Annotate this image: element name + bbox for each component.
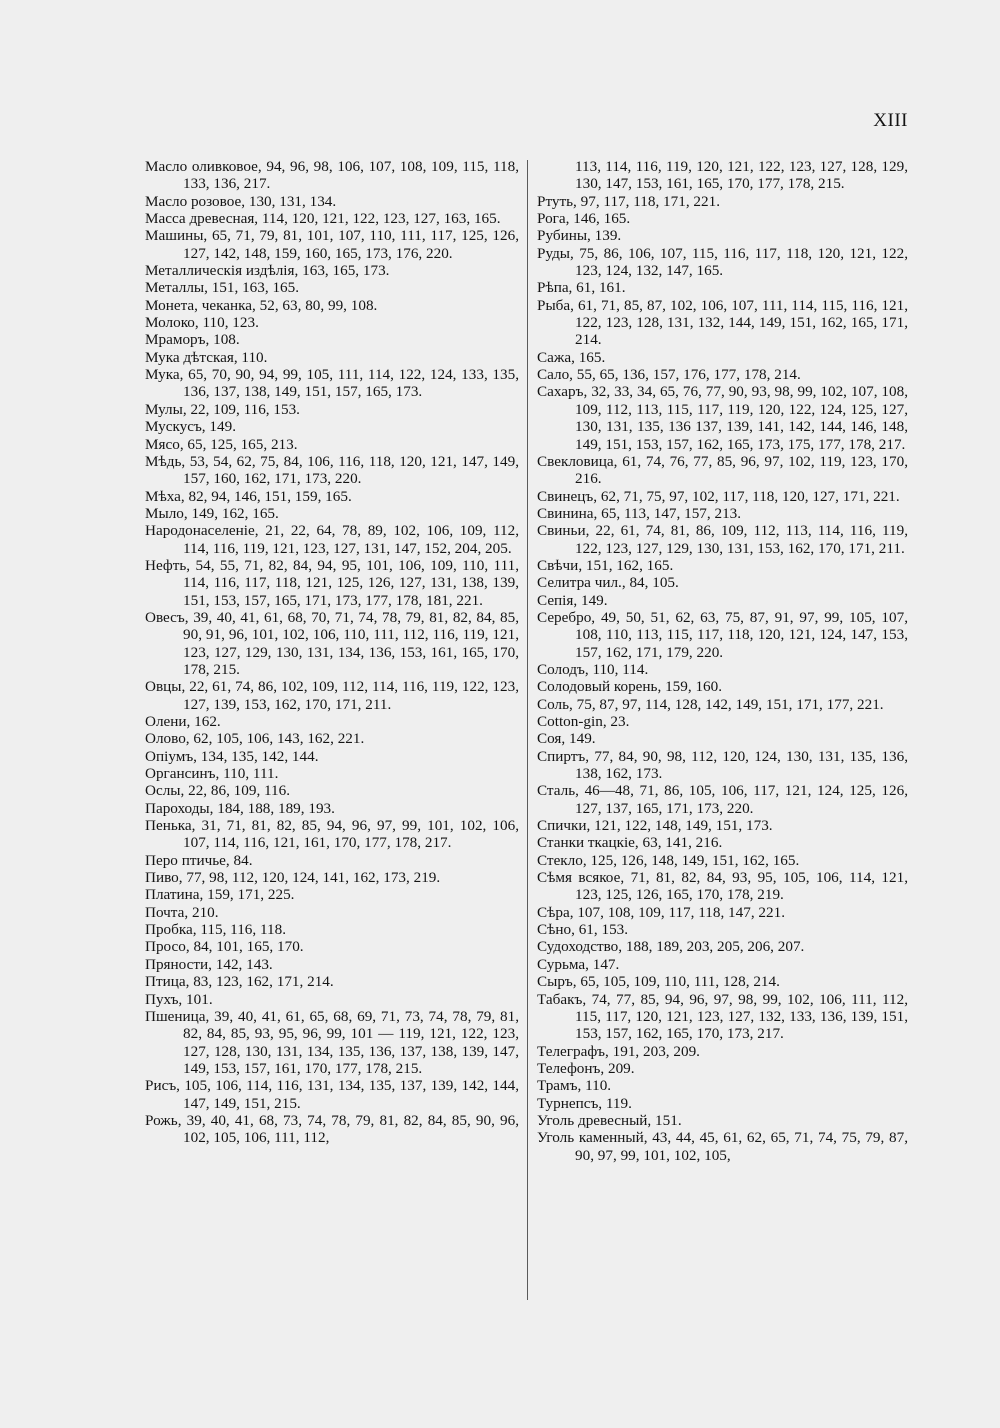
index-entry [145,436,519,453]
index-entry [537,609,908,661]
index-pages: 162. [194,713,221,730]
index-entry [145,1112,519,1147]
index-entry [145,713,519,730]
index-heading: Пиво, [145,869,183,887]
index-heading: Рубины, [537,227,591,245]
index-heading: Селитра чил., [537,574,626,592]
index-heading: Солодъ, [537,660,589,678]
index-pages: 191, 203, 209. [612,1042,700,1060]
index-heading: Сталь, [537,782,579,800]
index-column-right [537,158,908,1164]
index-heading: Свѣчи, [537,556,583,574]
index-heading: Олово, [145,730,190,748]
index-pages: 63, 141, 216. [642,834,723,852]
index-pages: 77, 84, 90, 98, 112, 120, 124, 130, 131, 135, 136, 138, 162, 173. [575,747,909,783]
index-pages: 146, 165. [573,210,631,228]
index-entry [537,678,908,695]
index-heading: Просо, [145,938,190,956]
index-heading: Мыло, [145,504,188,522]
index-entry [537,696,908,713]
index-pages: 110, 114. [592,660,649,678]
index-entry [537,834,908,851]
index-heading: Пенька, [145,817,196,835]
index-heading: Перо птичье, [145,851,230,869]
index-heading: Молоко, [145,314,199,332]
index-pages: 149, 162, 165. [191,504,279,522]
index-pages: 184, 188, 189, 193. [217,799,335,817]
index-pages: 71, 81, 82, 84, 93, 95, 105, 106, 114, 121, 123, 125, 126, 165, 170, 178, 219. [575,869,909,904]
index-heading: Масло оливковое, [145,158,262,175]
index-heading: Уголь древесный, [537,1111,652,1129]
index-pages: 61, 161. [576,279,626,297]
index-heading: Сѣра, [537,903,574,921]
index-entry [537,713,908,730]
index-heading: Турнепсъ, [537,1094,603,1112]
column-divider [527,160,528,1300]
index-heading: Рожь, [145,1111,182,1129]
index-pages: 31, 71, 81, 82, 85, 94, 96, 97, 99, 101, 102, 106, 107, 114, 116, 121, 161, 170, 177, 178, 217. [183,817,520,852]
index-pages: 188, 189, 203, 205, 206, 207. [625,938,805,956]
index-pages: 149. [569,730,596,748]
index-pages: 21, 22, 64, 78, 89, 102, 106, 109, 112, 114, 116, 119, 121, 123, 127, 131, 147, 152, 204, 205. [183,522,520,557]
index-entry [537,1112,908,1129]
index-pages: 139. [594,227,622,245]
index-entry [537,748,908,783]
index-heading: Мука дѣтская, [145,348,238,366]
index-entry [537,505,908,522]
index-pages: 125, 126, 148, 149, 151, 162, 165. [590,851,800,869]
index-entry [145,557,519,609]
index-pages: 147. [592,955,620,973]
index-heading: Трамъ, [537,1077,582,1095]
index-pages: 84, 105. [629,574,679,592]
index-entry [537,661,908,678]
index-entry [145,678,519,713]
index-entry [537,383,908,452]
index-heading: Ртуть, [537,192,577,210]
index-entry [145,314,519,331]
index-entry [537,1129,908,1164]
index-pages: 65, 71, 79, 81, 101, 107, 110, 111, 117, 125, 126, 127, 142, 148, 159, 160, 165, 173, 176, 220. [183,227,519,262]
index-heading: Свиньи, [537,522,590,540]
index-pages: 134, 135, 142, 144. [200,747,319,765]
index-pages: 62, 105, 106, 143, 162, 221. [193,730,365,748]
index-pages: 119. [605,1094,632,1112]
index-heading: Масло розовое, [145,192,246,210]
index-heading: Почта, [145,903,189,921]
index-entry [537,869,908,904]
index-entry [537,522,908,557]
index-heading: Руды, [537,244,574,262]
index-heading: Сѣно, [537,921,575,939]
index-pages: 39, 40, 41, 68, 73, 74, 78, 79, 81, 82, 84, 85, 90, 96, 102, 105, 106, 111, 112, [183,1111,520,1147]
index-heading: Опіумъ, [145,747,197,765]
index-entry [537,193,908,210]
index-heading: Металлическія издѣлія, [145,262,299,280]
index-pages: 165. [578,348,606,366]
index-heading: Сѣмя всякое, [537,869,625,887]
index-entry [145,730,519,747]
index-entry [537,488,908,505]
index-heading: Мясо, [145,435,184,453]
index-entry [537,227,908,244]
index-entry [145,401,519,418]
index-heading: Спички, [537,817,591,835]
index-pages: 163, 165, 173. [302,262,390,280]
index-pages: 84. [233,851,253,869]
index-pages: 210. [191,903,219,921]
index-entry [145,748,519,765]
index-entry [145,800,519,817]
index-heading: Солодовый корень, [537,678,662,696]
index-heading: Мраморъ, [145,331,210,349]
index-entry [145,852,519,869]
index-entry [145,1077,519,1112]
index-heading: Уголь каменный, [537,1129,648,1147]
index-pages: 65, 70, 90, 94, 99, 105, 111, 114, 122, 124, 133, 135, 136, 137, 138, 149, 151, 157, 165, 173. [183,366,520,401]
index-pages: 110, 111. [223,765,279,783]
index-entry [145,991,519,1008]
index-heading: Монета, чеканка, [145,296,256,314]
index-entry [145,609,519,678]
index-entry [537,245,908,280]
index-heading: Телефонъ, [537,1059,605,1077]
index-entry [145,453,519,488]
index-entry [145,366,519,401]
index-pages: 97, 117, 118, 171, 221. [580,192,720,210]
index-heading: Соя, [537,730,566,748]
index-heading: Спиртъ, [537,747,590,765]
index-heading: Сажа, [537,348,575,366]
index-heading: Пароходы, [145,799,214,817]
index-heading: Нефть, [145,556,191,574]
index-entry [145,349,519,366]
index-entry [145,938,519,955]
index-heading: Телеграфъ, [537,1042,609,1060]
index-pages: 22, 109, 116, 153. [190,400,300,418]
index-entry [145,488,519,505]
index-pages: 54, 55, 71, 82, 84, 94, 95, 101, 106, 109, 110, 111, 114, 116, 117, 118, 121, 125, 126, 127, 131, 138, 139, 151, 153, 157, 165, 171, 173, 177, 178, 181, 221. [183,556,520,609]
index-pages: 94, 96, 98, 106, 107, 108, 109, 115, 118, 133, 136, 217. [183,158,520,193]
index-entry [537,1060,908,1077]
page-number: XIII [873,110,908,131]
index-entry [145,782,519,799]
index-entry [537,991,908,1043]
index-heading: Рыба, [537,296,574,314]
index-pages: 107, 108, 109, 117, 118, 147, 221. [577,903,786,921]
index-pages: 61, 74, 76, 77, 85, 96, 97, 102, 119, 123, 170, 216. [575,452,908,488]
index-entry [145,973,519,990]
index-pages: 114, 120, 121, 122, 123, 127, 163, 165. [261,210,501,228]
index-heading: Рога, [537,210,570,228]
index-entry [537,956,908,973]
index-pages: 53, 54, 62, 75, 84, 106, 116, 118, 120, 121, 147, 149, 157, 160, 162, 171, 173, 220. [183,452,520,488]
index-pages: 39, 40, 41, 61, 68, 70, 71, 74, 78, 79, 81, 82, 84, 85, 90, 91, 96, 101, 102, 106, 110, 111, 112, 116, 119, 121, 123, 127, 129, 130, 131, 134, 136, 153, 161, 165, 170, 178, 215. [183,608,520,678]
index-entry [145,297,519,314]
index-heading: Соль, [537,695,573,713]
index-heading: Мулы, [145,400,187,418]
index-entry [145,886,519,903]
index-pages: 110, 123. [202,314,259,332]
index-pages: 82, 94, 146, 151, 159, 165. [188,487,352,505]
index-pages: 209. [607,1059,635,1077]
index-pages: 151, 162, 165. [585,556,674,574]
index-heading: Металлы, [145,279,208,297]
index-pages: 159, 171, 225. [207,886,295,904]
index-entry [537,592,908,609]
index-entry [537,453,908,488]
index-entry [537,557,908,574]
index-entry [145,817,519,852]
index-pages: 151, 163, 165. [211,279,300,297]
index-pages: 110. [241,348,268,366]
continuation-entry: 113, 114, 116, 119, 120, 121, 122, 123, 127, 128, 129, 130, 147, 153, 161, 165, 170, 177, 178, 215. [575,158,908,193]
index-heading: Сахаръ, [537,383,588,401]
index-heading: Мускусъ, [145,418,206,436]
index-entry [537,297,908,349]
index-pages: 52, 63, 80, 99, 108. [259,296,378,314]
index-pages: 83, 123, 162, 171, 214. [193,973,334,991]
index-entry [145,158,519,193]
index-heading: Овцы, [145,678,186,696]
index-entry [145,869,519,886]
index-heading: Свекловица, [537,452,618,470]
index-heading: Судоходство, [537,938,623,956]
index-heading: Рисъ, [145,1077,180,1095]
index-heading: Сурьма, [537,955,589,973]
index-entry [537,574,908,591]
index-pages: 149. [580,591,608,609]
index-entry [537,921,908,938]
index-pages: 108. [213,331,240,349]
index-pages: 105, 106, 114, 116, 131, 134, 135, 137, 139, 142, 144, 147, 149, 151, 215. [183,1077,520,1112]
index-heading: Пряности, [145,955,212,973]
index-entry [537,366,908,383]
index-heading: Сало, [537,366,573,384]
index-entry [145,505,519,522]
index-entry [537,973,908,990]
index-pages: 142, 143. [215,955,273,973]
index-entry [145,522,519,557]
index-entry [537,279,908,296]
index-entry [537,782,908,817]
index-entry [537,349,908,366]
index-entry [537,852,908,869]
index-entry [537,1095,908,1112]
index-heading: Мѣха, [145,487,185,505]
index-entry [145,210,519,227]
index-entry [145,765,519,782]
index-pages: 121, 122, 148, 149, 151, 173. [594,817,773,835]
index-pages: 22, 61, 74, 81, 86, 109, 112, 113, 114, 116, 119, 122, 123, 127, 129, 130, 131, 153, 162, 170, 171, 211. [575,522,908,557]
index-entry [537,210,908,227]
index-heading: Птица, [145,973,190,991]
index-heading: Пухъ, [145,990,183,1008]
index-heading: Cotton-gin, [537,713,607,730]
index-heading: Масса древесная, [145,210,259,228]
index-heading: Олени, [145,713,191,730]
index-heading: Мѣдь, [145,452,186,470]
index-heading: Табакъ, [537,990,587,1008]
index-entry [537,817,908,834]
index-pages: 32, 33, 34, 65, 76, 77, 90, 93, 98, 99, 102, 107, 108, 109, 112, 113, 115, 117, 119, 120, 122, 124, 125, 127, 130, 131, 135, 136 137, 139, 141, 142, 144, 146, 148, 149, 151, 153, 157, 162, 165, 173, 175, 177, 178, 217. [575,383,909,453]
index-entry [145,956,519,973]
index-pages: 65, 105, 109, 110, 111, 128, 214. [580,973,780,991]
index-heading: Мука, [145,366,184,384]
index-entry [145,262,519,279]
index-pages: 62, 71, 75, 97, 102, 117, 118, 120, 127, 171, 221. [600,487,900,505]
index-pages: 115, 116, 118. [200,921,287,939]
index-entry [145,331,519,348]
index-heading: Стекло, [537,851,587,869]
index-pages: 74, 77, 85, 94, 96, 97, 98, 99, 102, 106, 111, 112, 115, 117, 120, 121, 123, 127, 132, 133, 136, 139, 151, 153, 157, 162, 165, 170, 173, 217. [575,990,909,1043]
index-entry [537,938,908,955]
index-pages: 61, 71, 85, 87, 102, 106, 107, 111, 114, 115, 116, 121, 122, 123, 128, 131, 132, 144, 149, 151, 162, 165, 171, 214. [575,296,908,349]
index-pages: 77, 98, 112, 120, 124, 141, 162, 173, 219. [186,869,441,887]
index-entry [145,904,519,921]
index-heading: Сыръ, [537,973,577,991]
index-pages: 22, 61, 74, 86, 102, 109, 112, 114, 116, 119, 122, 123, 127, 139, 153, 162, 170, 171, 211. [183,678,519,713]
index-pages: 49, 50, 51, 62, 63, 75, 87, 91, 97, 99, 105, 107, 108, 110, 113, 115, 117, 118, 120, 121, 124, 147, 153, 157, 162, 171, 179, 220. [575,608,909,661]
index-pages: 61, 153. [578,921,629,939]
index-heading: Свинецъ, [537,487,598,505]
index-column-left [145,158,519,1147]
index-heading: Сепія, [537,591,578,609]
index-pages: 149. [209,418,236,436]
index-pages: 110. [585,1077,612,1095]
index-entry [537,1043,908,1060]
index-pages: 159, 160. [665,678,723,696]
index-pages: 84, 101, 165, 170. [193,938,304,956]
index-pages: 23. [610,713,630,730]
index-pages: 55, 65, 136, 157, 176, 177, 178, 214. [576,366,801,384]
index-pages: 130, 131, 134. [248,192,337,210]
index-heading: Ослы, [145,782,185,800]
index-pages: 101. [186,990,213,1008]
index-heading: Серебро, [537,608,596,626]
index-heading: Рѣпа, [537,279,573,297]
index-pages: 22, 86, 109, 116. [188,782,291,800]
index-pages: 43, 44, 45, 61, 62, 65, 71, 74, 75, 79, 87, 90, 97, 99, 101, 102, 105, [575,1129,909,1164]
index-entry [145,193,519,210]
index-heading: Машины, [145,227,208,245]
index-pages: 65, 125, 165, 213. [187,435,298,453]
index-pages: 46—48, 71, 86, 105, 106, 117, 121, 124, 125, 126, 127, 137, 165, 171, 173, 220. [575,782,908,817]
index-pages: 75, 86, 106, 107, 115, 116, 117, 118, 120, 121, 122, 123, 124, 132, 147, 165. [575,244,908,280]
index-entry [145,1008,519,1077]
index-heading: Народонаселеніе, [145,522,259,540]
index-heading: Пробка, [145,921,197,939]
index-pages: 151. [655,1111,682,1129]
index-entry [537,1077,908,1094]
index-heading: Пшеница, [145,1007,210,1025]
index-entry [537,904,908,921]
index-heading: Свинина, [537,504,598,522]
index-entry [145,227,519,262]
index-entry [145,418,519,435]
index-heading: Органсинъ, [145,765,220,783]
index-heading: Платина, [145,886,204,904]
index-pages: 75, 87, 97, 114, 128, 142, 149, 151, 171, 177, 221. [576,695,884,713]
index-entry [145,921,519,938]
index-entry [145,279,519,296]
index-pages: 65, 113, 147, 157, 213. [601,504,742,522]
index-pages: 39, 40, 41, 61, 65, 68, 69, 71, 73, 74, 78, 79, 81, 82, 84, 85, 93, 95, 96, 99, 101 — 119, 121, 122, 123, 127, 128, 130, 131, 134, 135, 136, 137, 138, 139, 147, 149, 153, 157, 161, 170, 177, 178, 215. [183,1007,520,1077]
index-heading: Станки ткацкіе, [537,834,639,852]
index-heading: Овесъ, [145,608,189,626]
index-entry [537,730,908,747]
